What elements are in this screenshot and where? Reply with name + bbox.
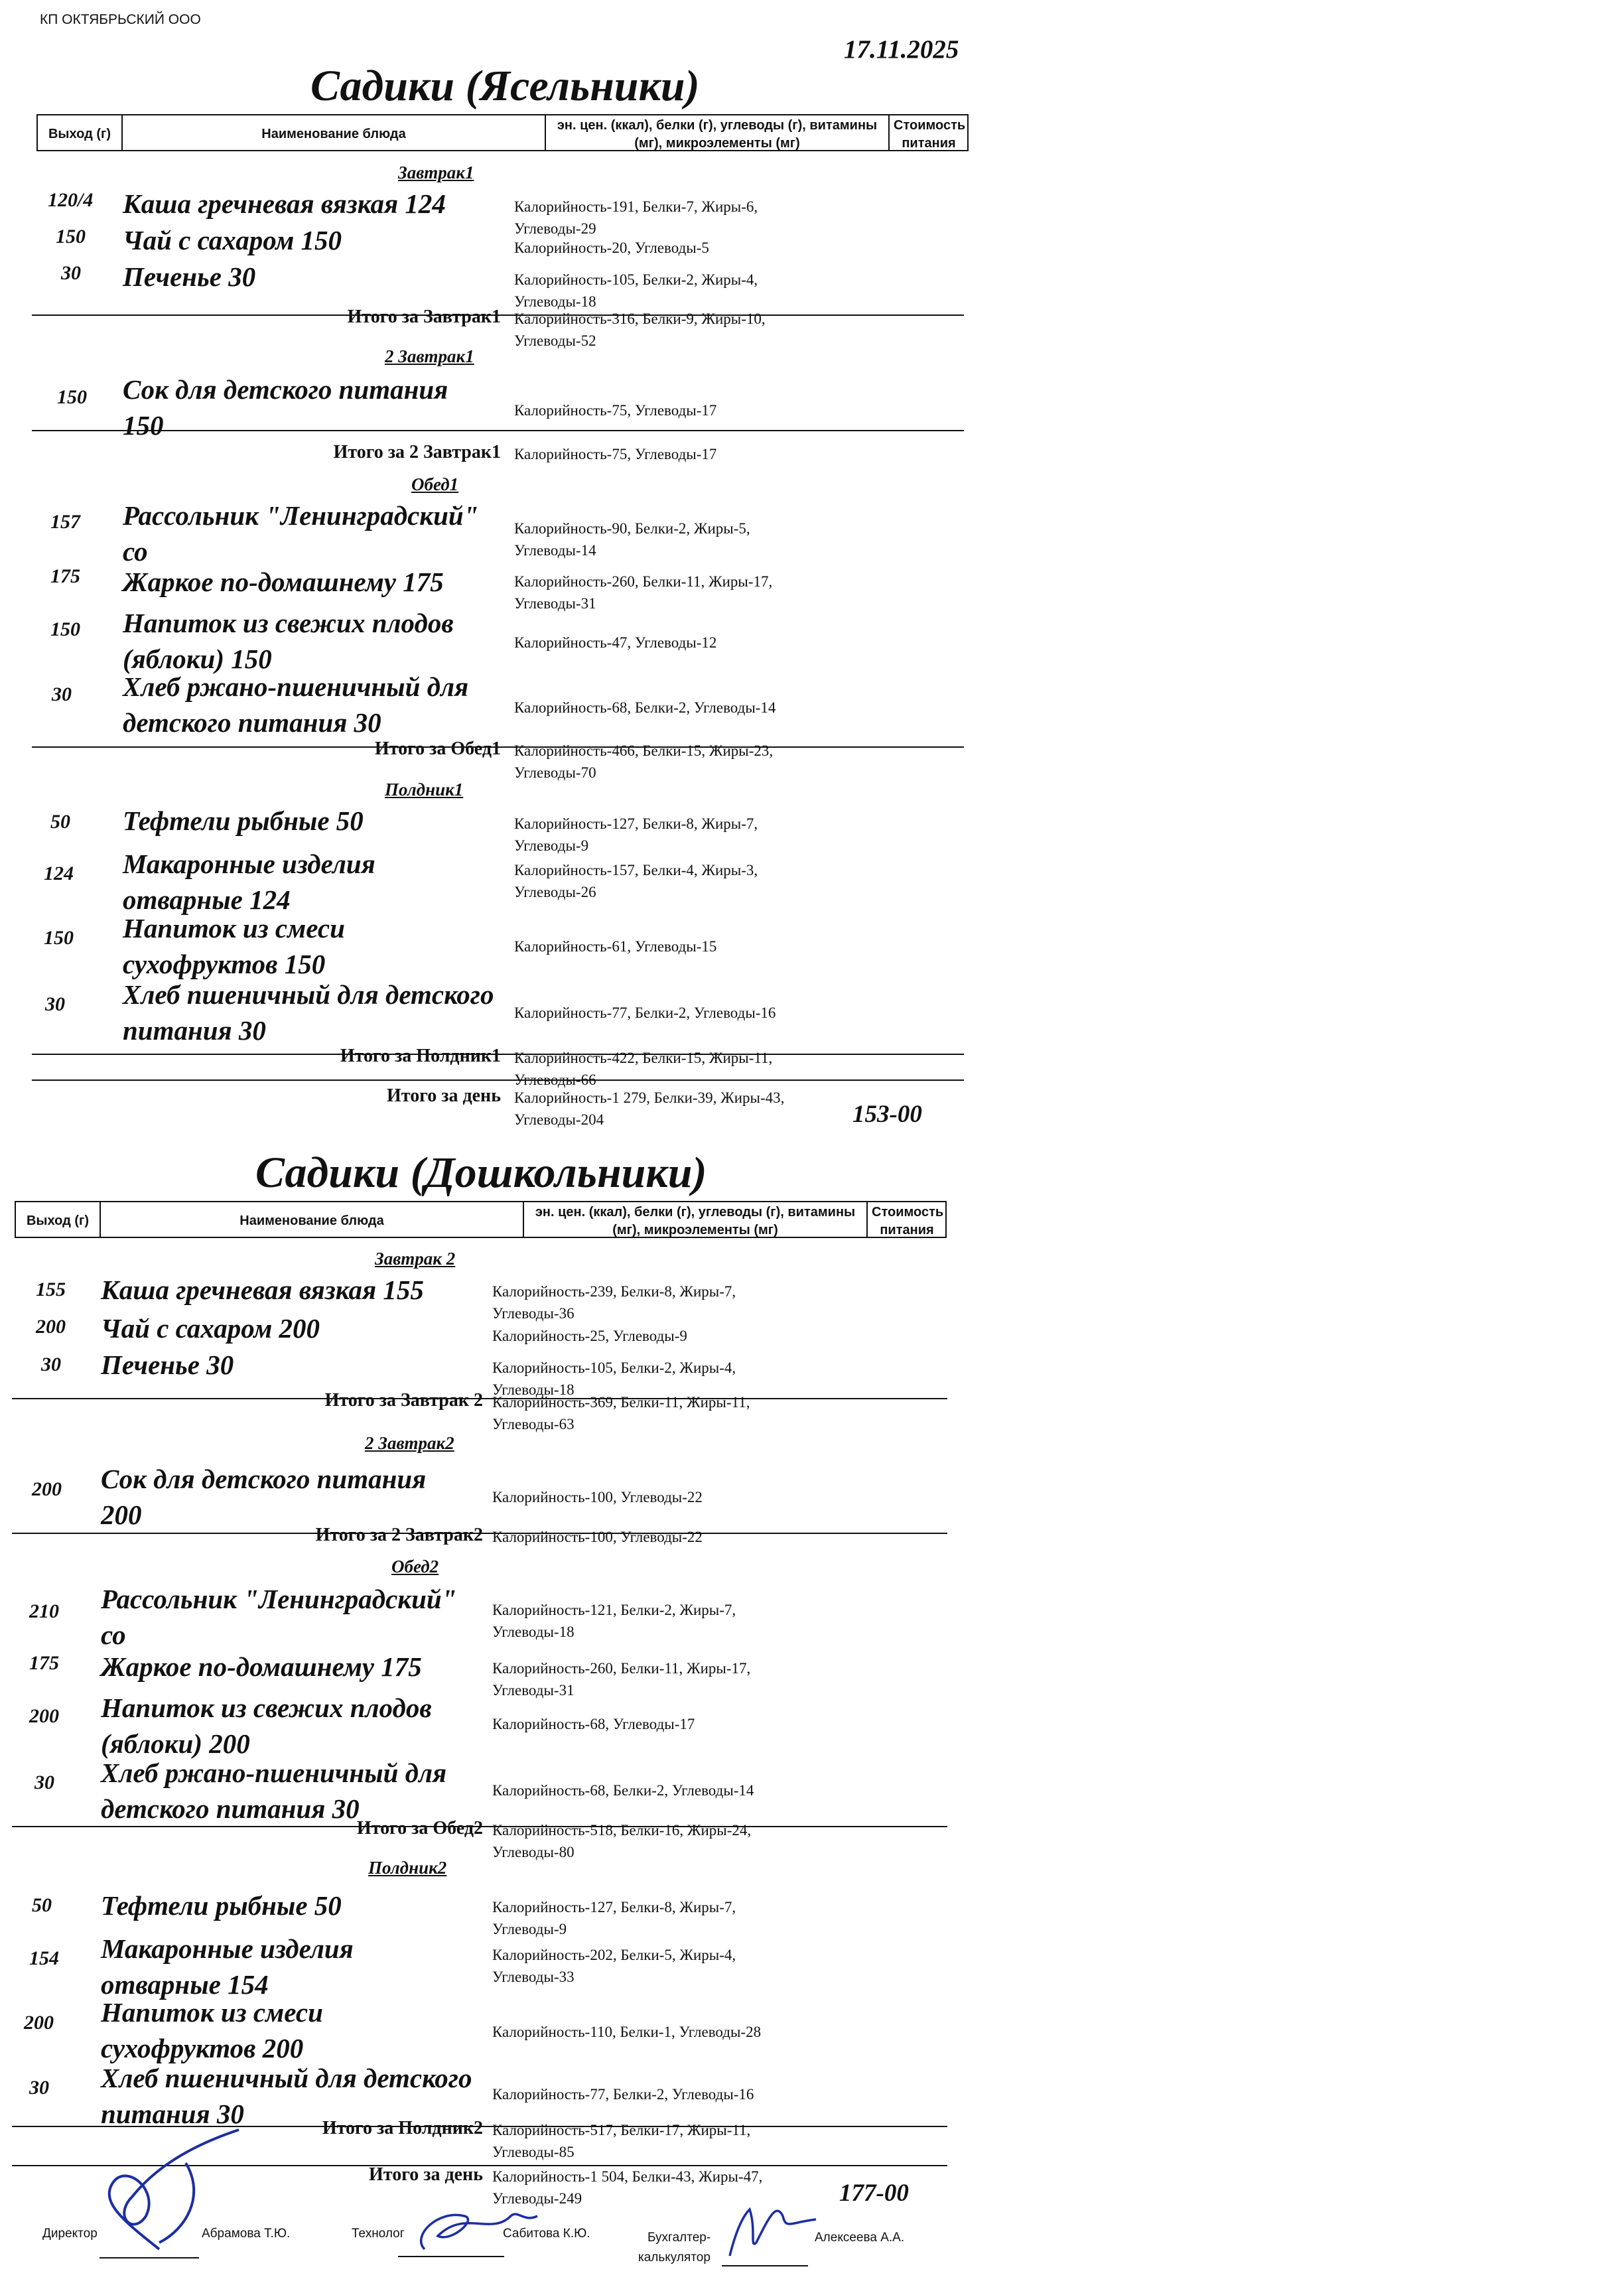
- preschool-table-header: [15, 1201, 947, 1238]
- item-output: 175: [29, 1652, 59, 1674]
- day-total-cost: 153-00: [852, 1101, 922, 1128]
- day-total-label: Итого за день: [387, 1085, 501, 1106]
- technologist-signature-icon: [411, 2196, 544, 2256]
- item-output: 124: [44, 863, 74, 884]
- day-total-nutrition: Калорийность-1 279, Белки-39, Жиры-43, Углеводы-204: [514, 1089, 785, 1128]
- item-nutrition: Калорийность-77, Белки-2, Углеводы-16: [492, 2086, 754, 2103]
- item-output: 200: [36, 1316, 66, 1338]
- item-dish-name: Сок для детского питания 200: [101, 1464, 427, 1530]
- item-nutrition: Калорийность-25, Углеводы-9: [492, 1328, 687, 1344]
- header-dish-name: Наименование блюда: [123, 115, 546, 150]
- item-dish-name: Тефтели рыбные 50: [123, 805, 364, 836]
- item-nutrition: Калорийность-47, Углеводы-12: [514, 634, 717, 651]
- header-cost: Стоимость питания: [872, 1205, 944, 1237]
- item-output: 120/4: [48, 189, 94, 211]
- item-output: 30: [34, 1772, 54, 1793]
- header-output: Выход (г): [38, 115, 123, 150]
- director-label: Директор: [42, 2227, 98, 2241]
- item-nutrition: Калорийность-77, Белки-2, Углеводы-16: [514, 1005, 776, 1021]
- accountant-signature-icon: [716, 2189, 823, 2262]
- item-dish-name: Рассольник "Ленинградский" со: [101, 1584, 457, 1650]
- item-dish-name: Хлеб пшеничный для детского питания 30: [101, 2063, 472, 2129]
- section-total-nutrition: Калорийность-517, Белки-17, Жиры-11, Углеводы-85: [492, 2122, 751, 2160]
- section-total-label: Итого за Полдник2: [322, 2118, 483, 2138]
- item-output: 30: [41, 1354, 61, 1375]
- section-total-nutrition: Калорийность-518, Белки-16, Жиры-24, Углеводы-80: [492, 1822, 752, 1860]
- header-cost: Стоимость питания: [894, 118, 966, 151]
- accountant-label-2: калькулятор: [638, 2251, 710, 2264]
- section-heading: Завтрак 2: [375, 1249, 456, 1269]
- item-nutrition: Калорийность-105, Белки-2, Жиры-4, Углеводы-18: [514, 271, 758, 310]
- item-dish-name: Каша гречневая вязкая 155: [101, 1275, 424, 1305]
- item-nutrition: Калорийность-68, Углеводы-17: [492, 1716, 695, 1732]
- item-nutrition: Калорийность-127, Белки-8, Жиры-7, Углеводы-9: [514, 815, 758, 854]
- day-divider: [32, 1079, 964, 1081]
- item-nutrition: Калорийность-100, Углеводы-22: [492, 1489, 703, 1505]
- item-output: 30: [45, 993, 65, 1015]
- item-nutrition: Калорийность-127, Белки-8, Жиры-7, Углеводы-9: [492, 1899, 736, 1937]
- section-total-nutrition: Калорийность-422, Белки-15, Жиры-11, Углеводы-66: [514, 1050, 773, 1088]
- technologist-label: Технолог: [352, 2227, 405, 2241]
- item-nutrition: Калорийность-121, Белки-2, Жиры-7, Углеводы-18: [492, 1602, 736, 1640]
- section-heading: Завтрак1: [398, 163, 474, 182]
- section-total-label: Итого за 2 Завтрак1: [333, 442, 501, 462]
- item-output: 210: [29, 1600, 59, 1622]
- accountant-label: Бухгалтер-: [647, 2231, 711, 2245]
- item-output: 30: [52, 683, 72, 705]
- nursery-title: Садики (Ясельники): [310, 62, 700, 110]
- item-output: 154: [29, 1947, 59, 1969]
- item-dish-name: Каша гречневая вязкая 124: [123, 188, 446, 219]
- section-total-nutrition: Калорийность-466, Белки-15, Жиры-23, Углеводы-70: [514, 742, 774, 781]
- item-dish-name: Напиток из смеси сухофруктов 200: [101, 1997, 323, 2063]
- item-output: 150: [44, 927, 74, 949]
- menu-date: 17.11.2025: [844, 35, 959, 64]
- day-total-cost: 177-00: [839, 2180, 909, 2207]
- item-nutrition: Калорийность-75, Углеводы-17: [514, 402, 717, 419]
- item-dish-name: Хлеб ржано-пшеничный для детского питания 30: [123, 671, 469, 738]
- item-nutrition: Калорийность-202, Белки-5, Жиры-4, Углеводы-33: [492, 1947, 736, 1985]
- item-output: 150: [57, 386, 87, 408]
- item-output: 155: [36, 1279, 66, 1300]
- item-output: 175: [50, 565, 80, 587]
- item-dish-name: Жаркое по-домашнему 175: [123, 567, 444, 597]
- item-output: 150: [56, 226, 86, 247]
- item-dish-name: Печенье 30: [123, 261, 256, 292]
- section-heading: 2 Завтрак2: [365, 1433, 454, 1453]
- item-dish-name: Тефтели рыбные 50: [101, 1890, 342, 1921]
- section-total-label: Итого за Завтрак1: [347, 307, 501, 327]
- item-dish-name: Хлеб пшеничный для детского питания 30: [123, 979, 494, 1046]
- item-output: 200: [24, 2012, 54, 2034]
- item-dish-name: Сок для детского питания 150: [123, 374, 448, 441]
- item-nutrition: Калорийность-157, Белки-4, Жиры-3, Углеводы-26: [514, 862, 758, 900]
- item-output: 157: [50, 511, 80, 533]
- item-nutrition: Калорийность-239, Белки-8, Жиры-7, Углеводы-36: [492, 1283, 736, 1322]
- section-total-nutrition: Калорийность-369, Белки-11, Жиры-11, Углеводы-63: [492, 1394, 750, 1432]
- section-total-label: Итого за Обед2: [356, 1818, 483, 1839]
- section-total-nutrition: Калорийность-100, Углеводы-22: [492, 1529, 703, 1545]
- item-dish-name: Макаронные изделия отварные 124: [123, 849, 375, 915]
- item-dish-name: Напиток из смеси сухофруктов 150: [123, 913, 345, 979]
- accountant-signature-line: [722, 2265, 808, 2266]
- item-nutrition: Калорийность-20, Углеводы-5: [514, 240, 709, 256]
- item-nutrition: Калорийность-260, Белки-11, Жиры-17, Углеводы-31: [492, 1660, 751, 1699]
- item-nutrition: Калорийность-68, Белки-2, Углеводы-14: [492, 1782, 754, 1799]
- item-dish-name: Чай с сахаром 150: [123, 225, 342, 255]
- item-dish-name: Напиток из свежих плодов (яблоки) 150: [123, 608, 454, 674]
- item-output: 50: [50, 811, 70, 833]
- technologist-name: Сабитова К.Ю.: [503, 2227, 590, 2241]
- item-nutrition: Калорийность-90, Белки-2, Жиры-5, Углеводы-14: [514, 520, 750, 559]
- item-nutrition: Калорийность-61, Углеводы-15: [514, 938, 717, 955]
- item-output: 30: [61, 262, 81, 284]
- technologist-signature-line: [398, 2256, 504, 2257]
- header-nutrition: эн. цен. (ккал), белки (г), углеводы (г), витамины (мг), микроэлементы (мг): [524, 1202, 868, 1237]
- section-total-label: Итого за Завтрак 2: [324, 1390, 483, 1411]
- accountant-name: Алексеева А.А.: [815, 2231, 905, 2245]
- section-divider: [32, 430, 964, 431]
- section-total-label: Итого за 2 Завтрак2: [315, 1525, 483, 1545]
- item-output: 200: [29, 1705, 59, 1727]
- section-total-nutrition: Калорийность-316, Белки-9, Жиры-10, Углеводы-52: [514, 311, 766, 349]
- item-dish-name: Напиток из свежих плодов (яблоки) 200: [101, 1693, 432, 1759]
- item-output: 30: [29, 2077, 49, 2099]
- section-heading: 2 Завтрак1: [385, 346, 474, 366]
- section-total-nutrition: Калорийность-75, Углеводы-17: [514, 446, 717, 462]
- item-dish-name: Чай с сахаром 200: [101, 1313, 320, 1344]
- item-dish-name: Печенье 30: [101, 1350, 234, 1380]
- item-dish-name: Жаркое по-домашнему 175: [101, 1651, 422, 1682]
- nursery-table-header: [36, 114, 969, 151]
- item-output: 200: [32, 1478, 62, 1500]
- header-output: Выход (г): [16, 1202, 101, 1237]
- preschool-title: Садики (Дошкольники): [255, 1148, 707, 1197]
- day-total-nutrition: Калорийность-1 504, Белки-43, Жиры-47, Углеводы-249: [492, 2168, 763, 2207]
- section-heading: Полдник1: [385, 780, 464, 799]
- section-heading: Полдник2: [368, 1858, 447, 1878]
- director-name: Абрамова Т.Ю.: [202, 2227, 291, 2241]
- item-nutrition: Калорийность-260, Белки-11, Жиры-17, Углеводы-31: [514, 573, 773, 612]
- item-dish-name: Рассольник "Ленинградский" со: [123, 500, 479, 567]
- item-output: 50: [32, 1894, 52, 1916]
- section-total-label: Итого за Полдник1: [340, 1046, 501, 1066]
- header-nutrition: эн. цен. (ккал), белки (г), углеводы (г), витамины (мг), микроэлементы (мг): [546, 115, 890, 150]
- item-dish-name: Макаронные изделия отварные 154: [101, 1933, 354, 2000]
- header-dish-name: Наименование блюда: [101, 1202, 524, 1237]
- section-heading: Обед1: [411, 474, 459, 494]
- section-heading: Обед2: [391, 1557, 439, 1576]
- organization-name: КП ОКТЯБРЬСКИЙ ООО: [40, 12, 201, 27]
- item-nutrition: Калорийность-110, Белки-1, Углеводы-28: [492, 2024, 762, 2040]
- item-output: 150: [50, 618, 80, 640]
- section-total-label: Итого за Обед1: [374, 738, 501, 759]
- day-total-label: Итого за день: [369, 2164, 483, 2185]
- director-signature-line: [100, 2257, 199, 2258]
- item-nutrition: Калорийность-68, Белки-2, Углеводы-14: [514, 699, 776, 716]
- item-dish-name: Хлеб ржано-пшеничный для детского питания 30: [101, 1758, 447, 1824]
- item-nutrition: Калорийность-105, Белки-2, Жиры-4, Углеводы-18: [492, 1359, 736, 1398]
- item-nutrition: Калорийность-191, Белки-7, Жиры-6, Углеводы-29: [514, 198, 758, 237]
